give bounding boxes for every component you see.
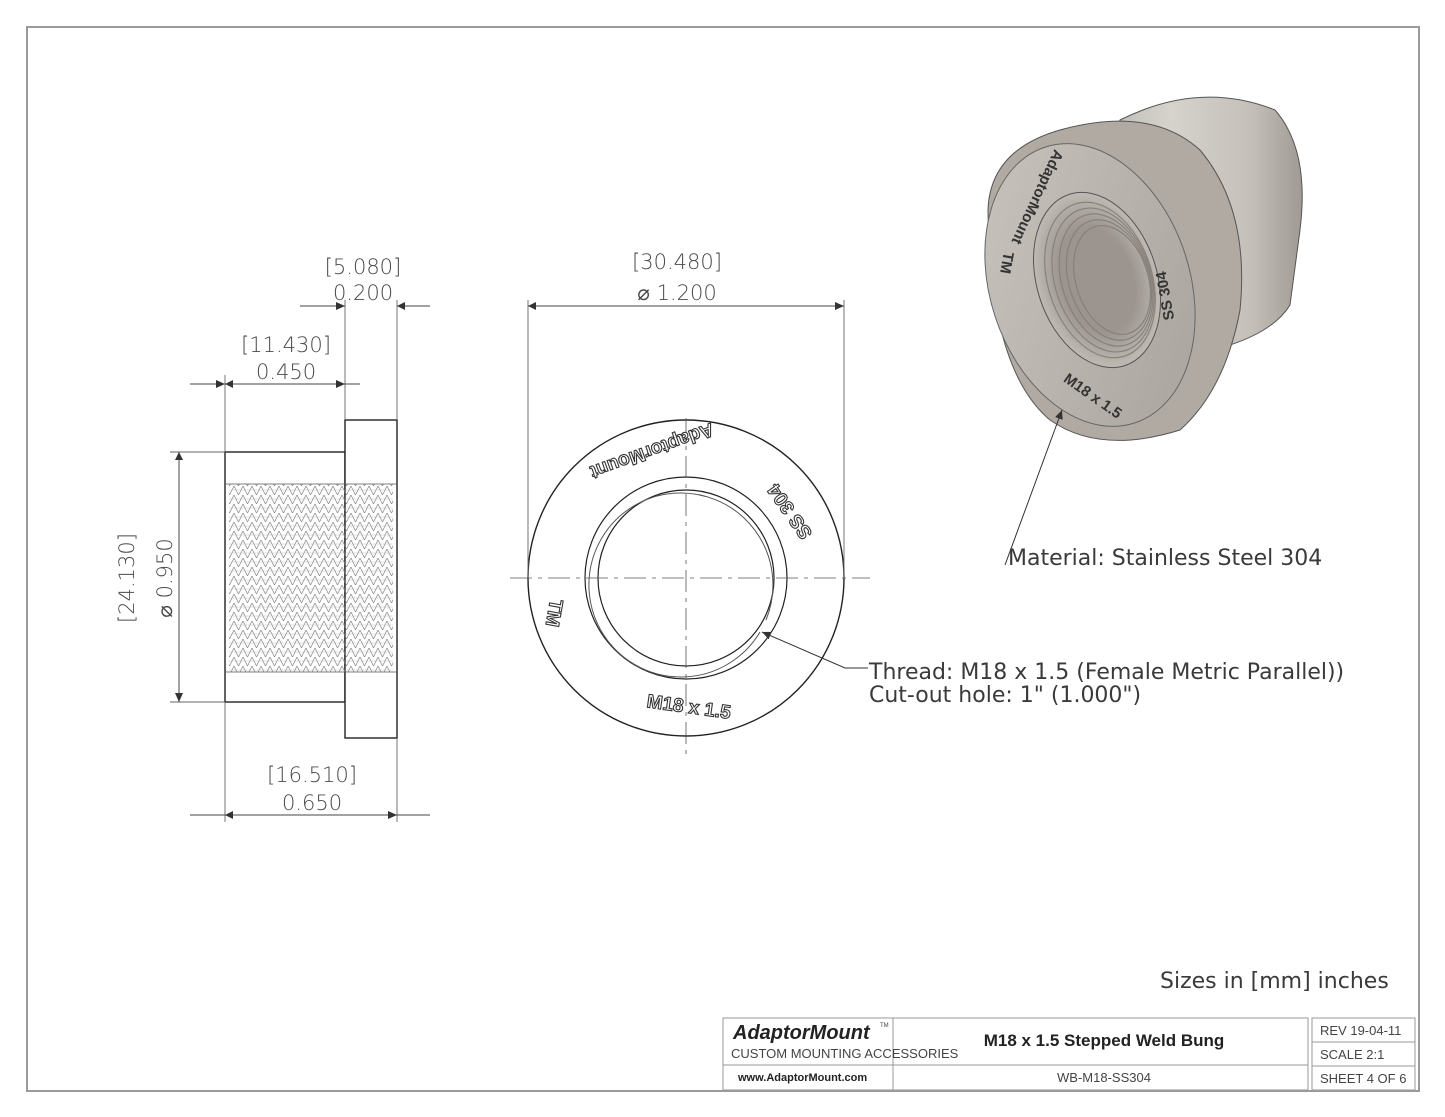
front-ring-tm: TM xyxy=(540,597,567,629)
dim-overall-length-in: 0.650 xyxy=(281,791,343,815)
sheet-number: SHEET 4 OF 6 xyxy=(1320,1071,1407,1086)
iso-ring-tm: TM xyxy=(996,250,1017,275)
iso-ring-brand: AdaptorMount xyxy=(1007,146,1067,247)
iso-ring-material: SS 304 xyxy=(1152,270,1179,322)
dim-flange-diameter-mm: [30.480] xyxy=(632,250,722,274)
dim-flange-in: 0.200 xyxy=(332,281,394,305)
thread-note: Thread: M18 x 1.5 (Female Metric Parallel)) xyxy=(869,660,1345,685)
company-logo: AdaptorMount xyxy=(733,1022,870,1044)
scale: SCALE 2:1 xyxy=(1320,1047,1385,1062)
front-ring-material: SS 304 xyxy=(764,479,817,543)
material-note: Material: Stainless Steel 304 xyxy=(1008,546,1323,571)
front-ring-thread: M18 x 1.5 xyxy=(645,691,733,724)
cutout-note: Cut-out hole: 1" (1.000") xyxy=(869,683,1142,708)
dim-body-length-mm: [11.430] xyxy=(241,333,331,357)
units-note: Sizes in [mm] inches xyxy=(1160,969,1389,994)
company-website[interactable]: www.AdaptorMount.com xyxy=(738,1072,868,1084)
iso-ring-thread: M18 x 1.5 xyxy=(1060,370,1125,423)
dim-body-length-in: 0.450 xyxy=(255,360,317,384)
part-number: WB-M18-SS304 xyxy=(1057,1070,1151,1085)
revision: REV 19-04-11 xyxy=(1320,1023,1402,1038)
company-tm: TM xyxy=(880,1023,889,1029)
dim-body-diameter-in: ⌀ 0.950 xyxy=(153,538,177,618)
dim-overall-length-mm: [16.510] xyxy=(267,763,357,787)
dim-flange-mm: [5.080] xyxy=(324,255,402,279)
drawing-title: M18 x 1.5 Stepped Weld Bung xyxy=(983,1031,1225,1050)
front-ring-brand: AdaptorMount xyxy=(587,418,717,483)
dim-flange-diameter-in: ⌀ 1.200 xyxy=(637,281,717,305)
company-tagline: CUSTOM MOUNTING ACCESSORIES xyxy=(731,1046,959,1061)
dim-body-diameter-mm: [24.130] xyxy=(115,533,139,623)
